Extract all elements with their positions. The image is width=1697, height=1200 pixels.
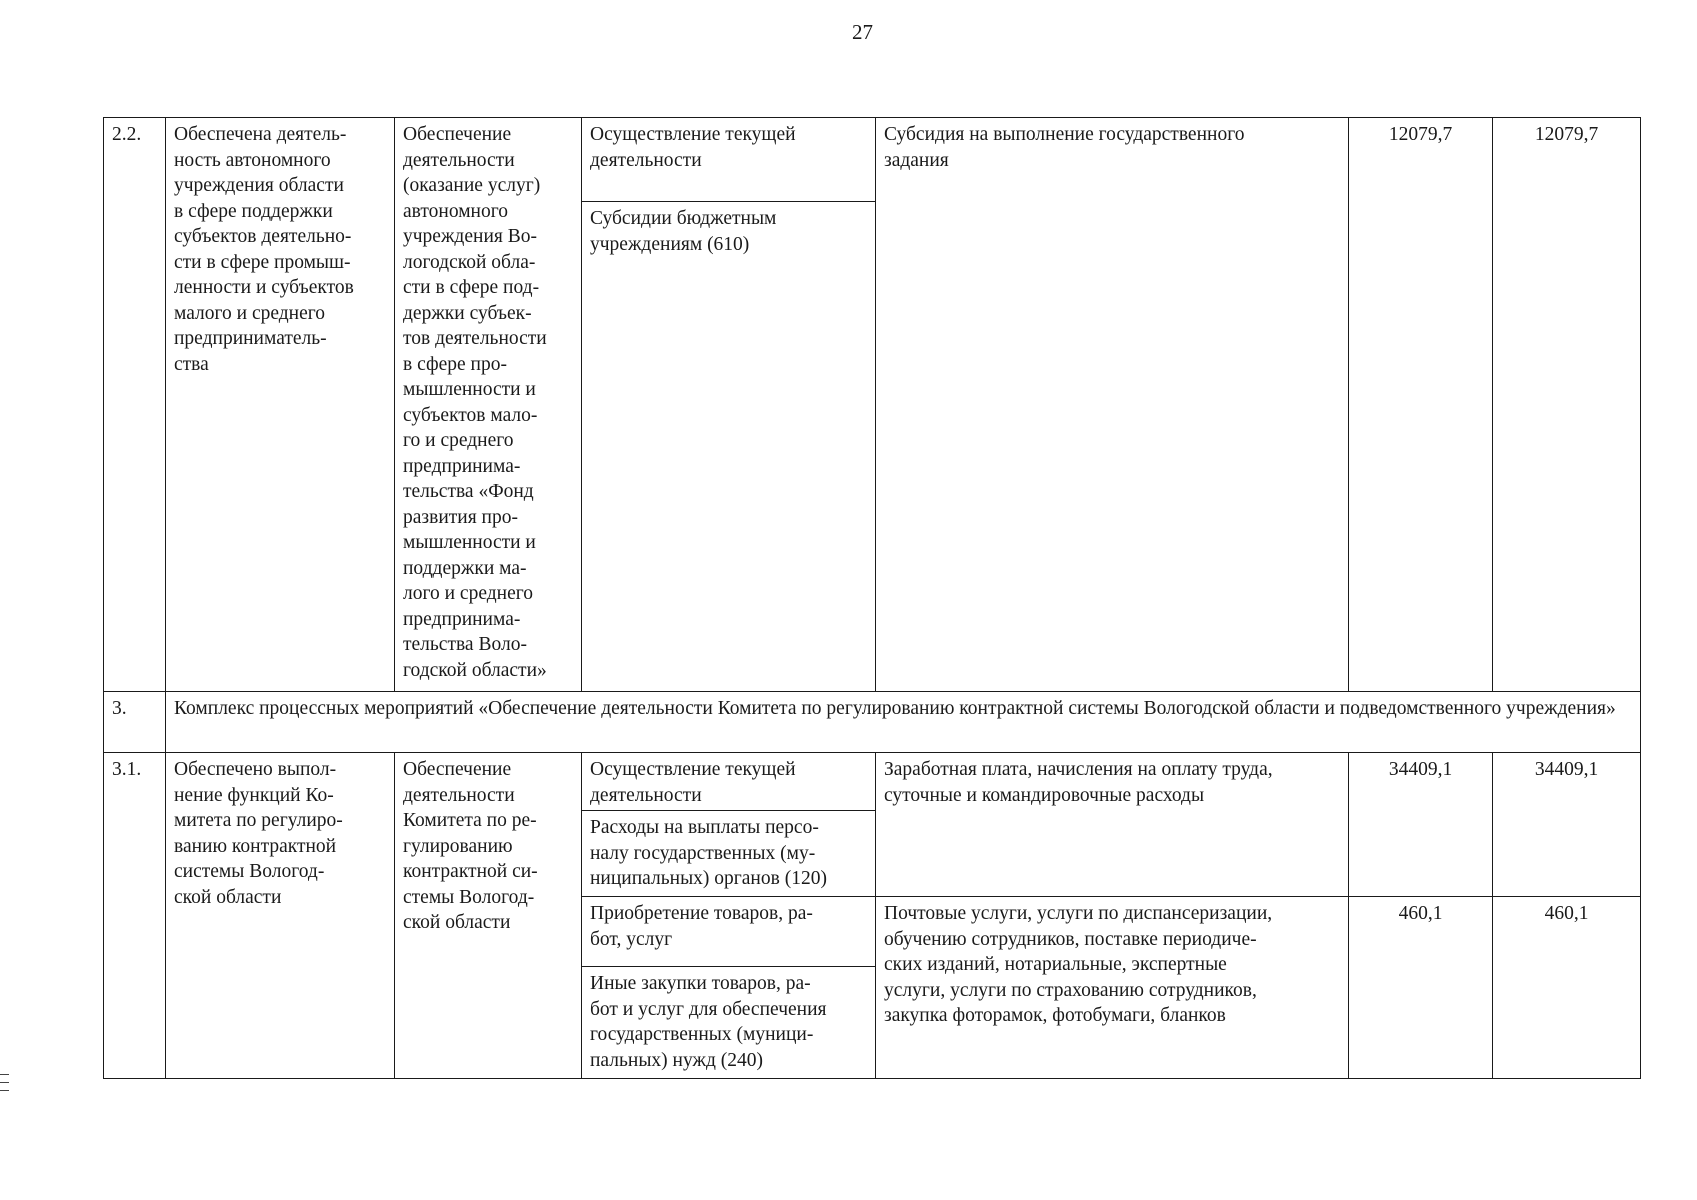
measures-table (103, 117, 1641, 1079)
table-row-3 (104, 692, 1641, 753)
expense-type-cell: Расходы на выплаты персо- налу государственных (му- ниципальных) органов (120) (582, 811, 876, 897)
binding-mark (0, 1090, 9, 1091)
amount-cell-2: 12079,7 (1493, 118, 1641, 692)
table-row-3-1 (104, 753, 1641, 811)
row-number: 2.2. (112, 124, 142, 145)
row-number: 3.1. (112, 759, 142, 780)
activity-type-cell: Осуществление текущей деятельности (582, 753, 876, 811)
row-number-cell (104, 118, 166, 692)
amount-cell-2: 34409,1 (1493, 753, 1641, 897)
description-cell: Субсидия на выполнение государственного задания (876, 118, 1349, 692)
activity-type-cell: Осуществление текущей деятельности (582, 118, 876, 202)
page-number: 27 (852, 20, 873, 44)
amount-cell-1: 12079,7 (1349, 118, 1493, 692)
result-cell: Обеспечена деятель- ность автономного учреждения области в сфере поддержки субъектов деятельно- сти в сфере промыш- ленности и субъектов малого и среднего предприниматель- ства (166, 118, 395, 692)
event-cell: Обеспечение деятельности (оказание услуг) автономного учреждения Во- логодской обла- сти в сфере под- держки субъек- тов деятельности в сфере про- мышленности и субъектов мало- го и среднего предпринима- тельства «Фонд развития про- мышленности и поддержки ма- лого и среднего предпринима- тельства Воло- годской области» (395, 118, 582, 692)
binding-mark (0, 1074, 9, 1075)
description-cell: Заработная плата, начисления на оплату труда, суточные и командировочные расходы (876, 753, 1349, 897)
event-cell: Обеспечение деятельности Комитета по ре- гулированию контрактной си- стемы Вологод- ской области (395, 753, 582, 1079)
activity-type-cell: Приобретение товаров, ра- бот, услуг (582, 897, 876, 967)
expense-type-cell: Субсидии бюджетным учреждениям (610) (582, 202, 876, 692)
section-title-cell: Комплекс процессных мероприятий «Обеспечение деятельности Комитета по регулированию контрактной системы Вологодской области и подведомственного учреждения» (166, 692, 1641, 753)
amount-cell-2: 460,1 (1493, 897, 1641, 1079)
description-cell: Почтовые услуги, услуги по диспансеризации, обучению сотрудников, поставке периодиче- ских изданий, нотариальные, экспертные услуги, услуги по страхованию сотрудников, закупка фоторамок, фотобумаги, бланков (876, 897, 1349, 1079)
result-cell: Обеспечено выпол- нение функций Ко- митета по регулиро- ванию контрактной системы Вологод- ской области (166, 753, 395, 1079)
row-number: 3. (112, 698, 127, 719)
row-number-cell (104, 692, 166, 753)
row-number-cell (104, 753, 166, 1079)
amount-cell-1: 460,1 (1349, 897, 1493, 1079)
table-row-2-2 (104, 118, 1641, 202)
amount-cell-1: 34409,1 (1349, 753, 1493, 897)
expense-type-cell: Иные закупки товаров, ра- бот и услуг для обеспечения государственных (муници- пальных) нужд (240) (582, 967, 876, 1079)
binding-mark (0, 1082, 9, 1083)
